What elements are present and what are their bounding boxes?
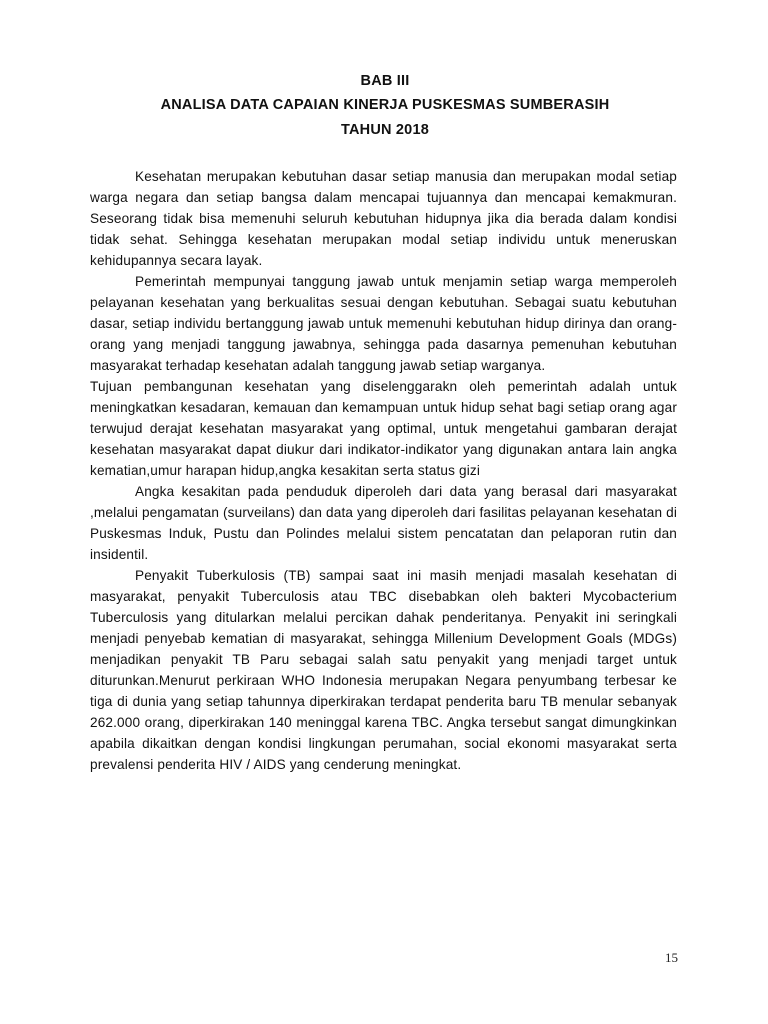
paragraph-health-need: Kesehatan merupakan kebutuhan dasar setiap manusia dan merupakan modal setiap warga negara dan setiap bangsa dalam mencapai tujuannya dan mencapai kemakmuran. Seseorang tidak bisa memenuhi seluruh kebutuhan hidupnya jika dia berada dalam kondisi tidak sehat. Sehingga kesehatan merupakan modal setiap individu untuk meneruskan kehidupannya secara layak. bbox=[90, 169, 677, 268]
chapter-title: ANALISA DATA CAPAIAN KINERJA PUSKESMAS SUMBERASIH bbox=[160, 97, 610, 113]
paragraph-government-responsibility: Pemerintah mempunyai tanggung jawab untuk menjamin setiap warga memperoleh pelayanan kesehatan yang berkualitas sesuai dengan kebutuhan. Sebagai suatu kebutuhan dasar, setiap individu bertanggung jawab untuk memenuhi kebutuhan hidup dirinya dan orang-orang yang menjadi tanggung jawabnya, sehingga pada dasarnya pemenuhan kebutuhan masyarakat terhadap kesehatan adalah tanggung jawab setiap warganya. bbox=[90, 274, 677, 373]
chapter-year: TAHUN 2018 bbox=[341, 122, 429, 138]
paragraph-tuberculosis: Penyakit Tuberkulosis (TB) sampai saat ini masih menjadi masalah kesehatan di masyarakat, penyakit Tuberculosis atau TBC disebabkan oleh bakteri Mycobacterium Tuberculosis yang ditularkan melalui percikan dahak penderitanya. Penyakit ini seringkali menjadi penyebab kematian di masyarakat, sehingga Millenium Development Goals (MDGs) menjadikan penyakit TB Paru sebagai salah satu penyakit yang menjadi target untuk diturunkan.Menurut perkiraan WHO Indonesia merupakan Negara penyumbang terbesar ke tiga di dunia yang setiap tahunnya diperkirakan terdapat penderita baru TB menular sebanyak 262.000 orang, diperkirakan 140 meninggal karena TBC. Angka tersebut sangat dimungkinkan apabila dikaitkan dengan kondisi lingkungan perumahan, social ekonomi masyarakat serta prevalensi penderita HIV / AIDS yang cenderung meningkat. bbox=[90, 568, 677, 772]
page-number: 15 bbox=[665, 950, 678, 965]
body-text bbox=[90, 166, 677, 775]
chapter-number: BAB III bbox=[360, 73, 410, 89]
paragraph-morbidity-rate: Angka kesakitan pada penduduk diperoleh dari data yang berasal dari masyarakat ,melalui pengamatan (surveilans) dan data yang diperoleh dari fasilitas pelayanan kesehatan di Puskesmas Induk, Pustu dan Polindes melalui sistem pencatatan dan pelaporan rutin dan insidentil. bbox=[90, 484, 677, 562]
paragraph-development-goal: Tujuan pembangunan kesehatan yang diselenggarakn oleh pemerintah adalah untuk meningkatkan kesadaran, kemauan dan kemampuan untuk hidup sehat bagi setiap orang agar terwujud derajat kesehatan masyarakat yang optimal, untuk mengetahui gambaran derajat kesehatan masyarakat dapat diukur dari indikator-indikator yang digunakan antara lain angka kematian,umur harapan hidup,angka kesakitan serta status gizi bbox=[90, 379, 677, 478]
